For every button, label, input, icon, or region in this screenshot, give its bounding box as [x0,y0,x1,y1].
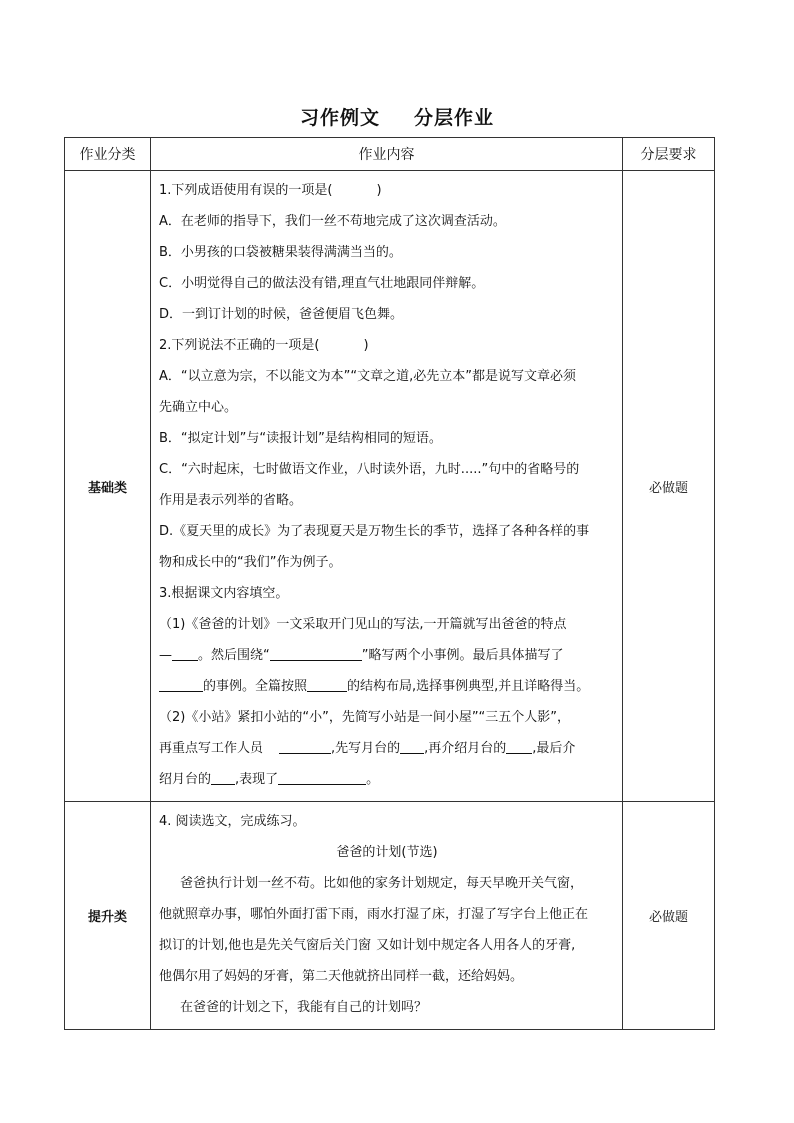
q3-part1-line3: 的事例。全篇按照 的结构布局,选择事例典型,并且详略得当。 [159,671,615,702]
q3-part1-line1: （1)《爸爸的计划》一文采取开门见山的写法,一开篇就写出爸爸的特点 [159,617,567,632]
category-basic: 基础类 [65,171,151,802]
q1-option-d: D．一到订计划的时候，爸爸便眉飞色舞。 [159,307,404,322]
category-advanced: 提升类 [65,802,151,1030]
advanced-row [65,802,715,1030]
passage-line-5: 在爸爸的计划之下，我能有自己的计划吗？ [180,1000,428,1015]
page-title [0,103,794,130]
q2-option-d-line1: D.《夏天里的成长》为了表现夏天是万物生长的季节，选择了各种各样的事 [159,524,590,539]
q2-option-d-line2: 物和成长中的“我们”作为例子。 [159,555,342,570]
q1-option-c: C．小明觉得自己的做法没有错,理直气壮地跟同伴辩解。 [159,276,485,291]
passage-line-4: 他偶尔用了妈妈的牙膏，第二天他就挤出同样一截，还给妈妈。 [159,969,524,984]
title-part-1: 习作例文 [299,107,380,129]
requirement-advanced: 必做题 [623,802,715,1030]
q3-part2-line2: 再重点写工作人员 ,先写月台的 ,再介绍月台的 ,最后介 [159,741,576,756]
q2-option-b: B．“拟定计划”与“读报计划”是结构相同的短语。 [159,431,442,446]
advanced-content [151,802,623,1030]
q3-part1-line2: — 。然后围绕“ ”略写两个小事例。最后具体描写了 [159,648,564,663]
q2-option-a-line2: 先确立中心。 [159,400,238,415]
q2-option-c-line1: C．“六时起床，七时做语文作业，八时读外语，九时.....”句中的省略号的 [159,462,580,477]
q2-stem: 2.下列说法不正确的一项是( ) [159,338,369,353]
header-content: 作业内容 [151,138,623,171]
basic-content [151,171,623,802]
q3-stem: 3.根据课文内容填空。 [159,586,289,601]
header-row [65,138,715,171]
q1-option-b: B．小男孩的口袋被糖果装得满满当当的。 [159,245,402,260]
header-requirement: 分层要求 [623,138,715,171]
title-part-2: 分层作业 [414,107,495,129]
q2-option-c-line2: 作用是表示列举的省略。 [159,493,303,508]
q3-part2-line3: 绍月台的 ,表现了 。 [159,772,380,787]
q2-option-a-line1: A．“以立意为宗，不以能文为本”“文章之道,必先立本”都是说写文章必须 [159,369,576,384]
passage-line-1: 爸爸执行计划一丝不苟。比如他的家务计划规定，每天早晚开关气窗， [180,876,584,891]
passage-line-2: 他就照章办事，哪怕外面打雷下雨，雨水打湿了床，打湿了写字台上他正在 [159,907,589,922]
passage-line-3: 拟订的计划,他也是先关气窗后关门窗 又如计划中规定各人用各人的牙膏, [159,938,576,953]
basic-row [65,171,715,802]
passage-title: 爸爸的计划(节选) [336,845,438,860]
q1-option-a: A．在老师的指导下，我们一丝不苟地完成了这次调查活动。 [159,214,506,229]
q1-stem: 1.下列成语使用有误的一项是( ) [159,183,382,198]
header-category: 作业分类 [65,138,151,171]
homework-table [64,137,715,1030]
requirement-basic: 必做题 [623,171,715,802]
q3-part2-line1: （2)《小站》紧扣小站的“小”，先简写小站是一间小屋”“三五个人影”， [159,710,571,725]
q4-stem: 4. 阅读选文，完成练习。 [159,814,306,829]
